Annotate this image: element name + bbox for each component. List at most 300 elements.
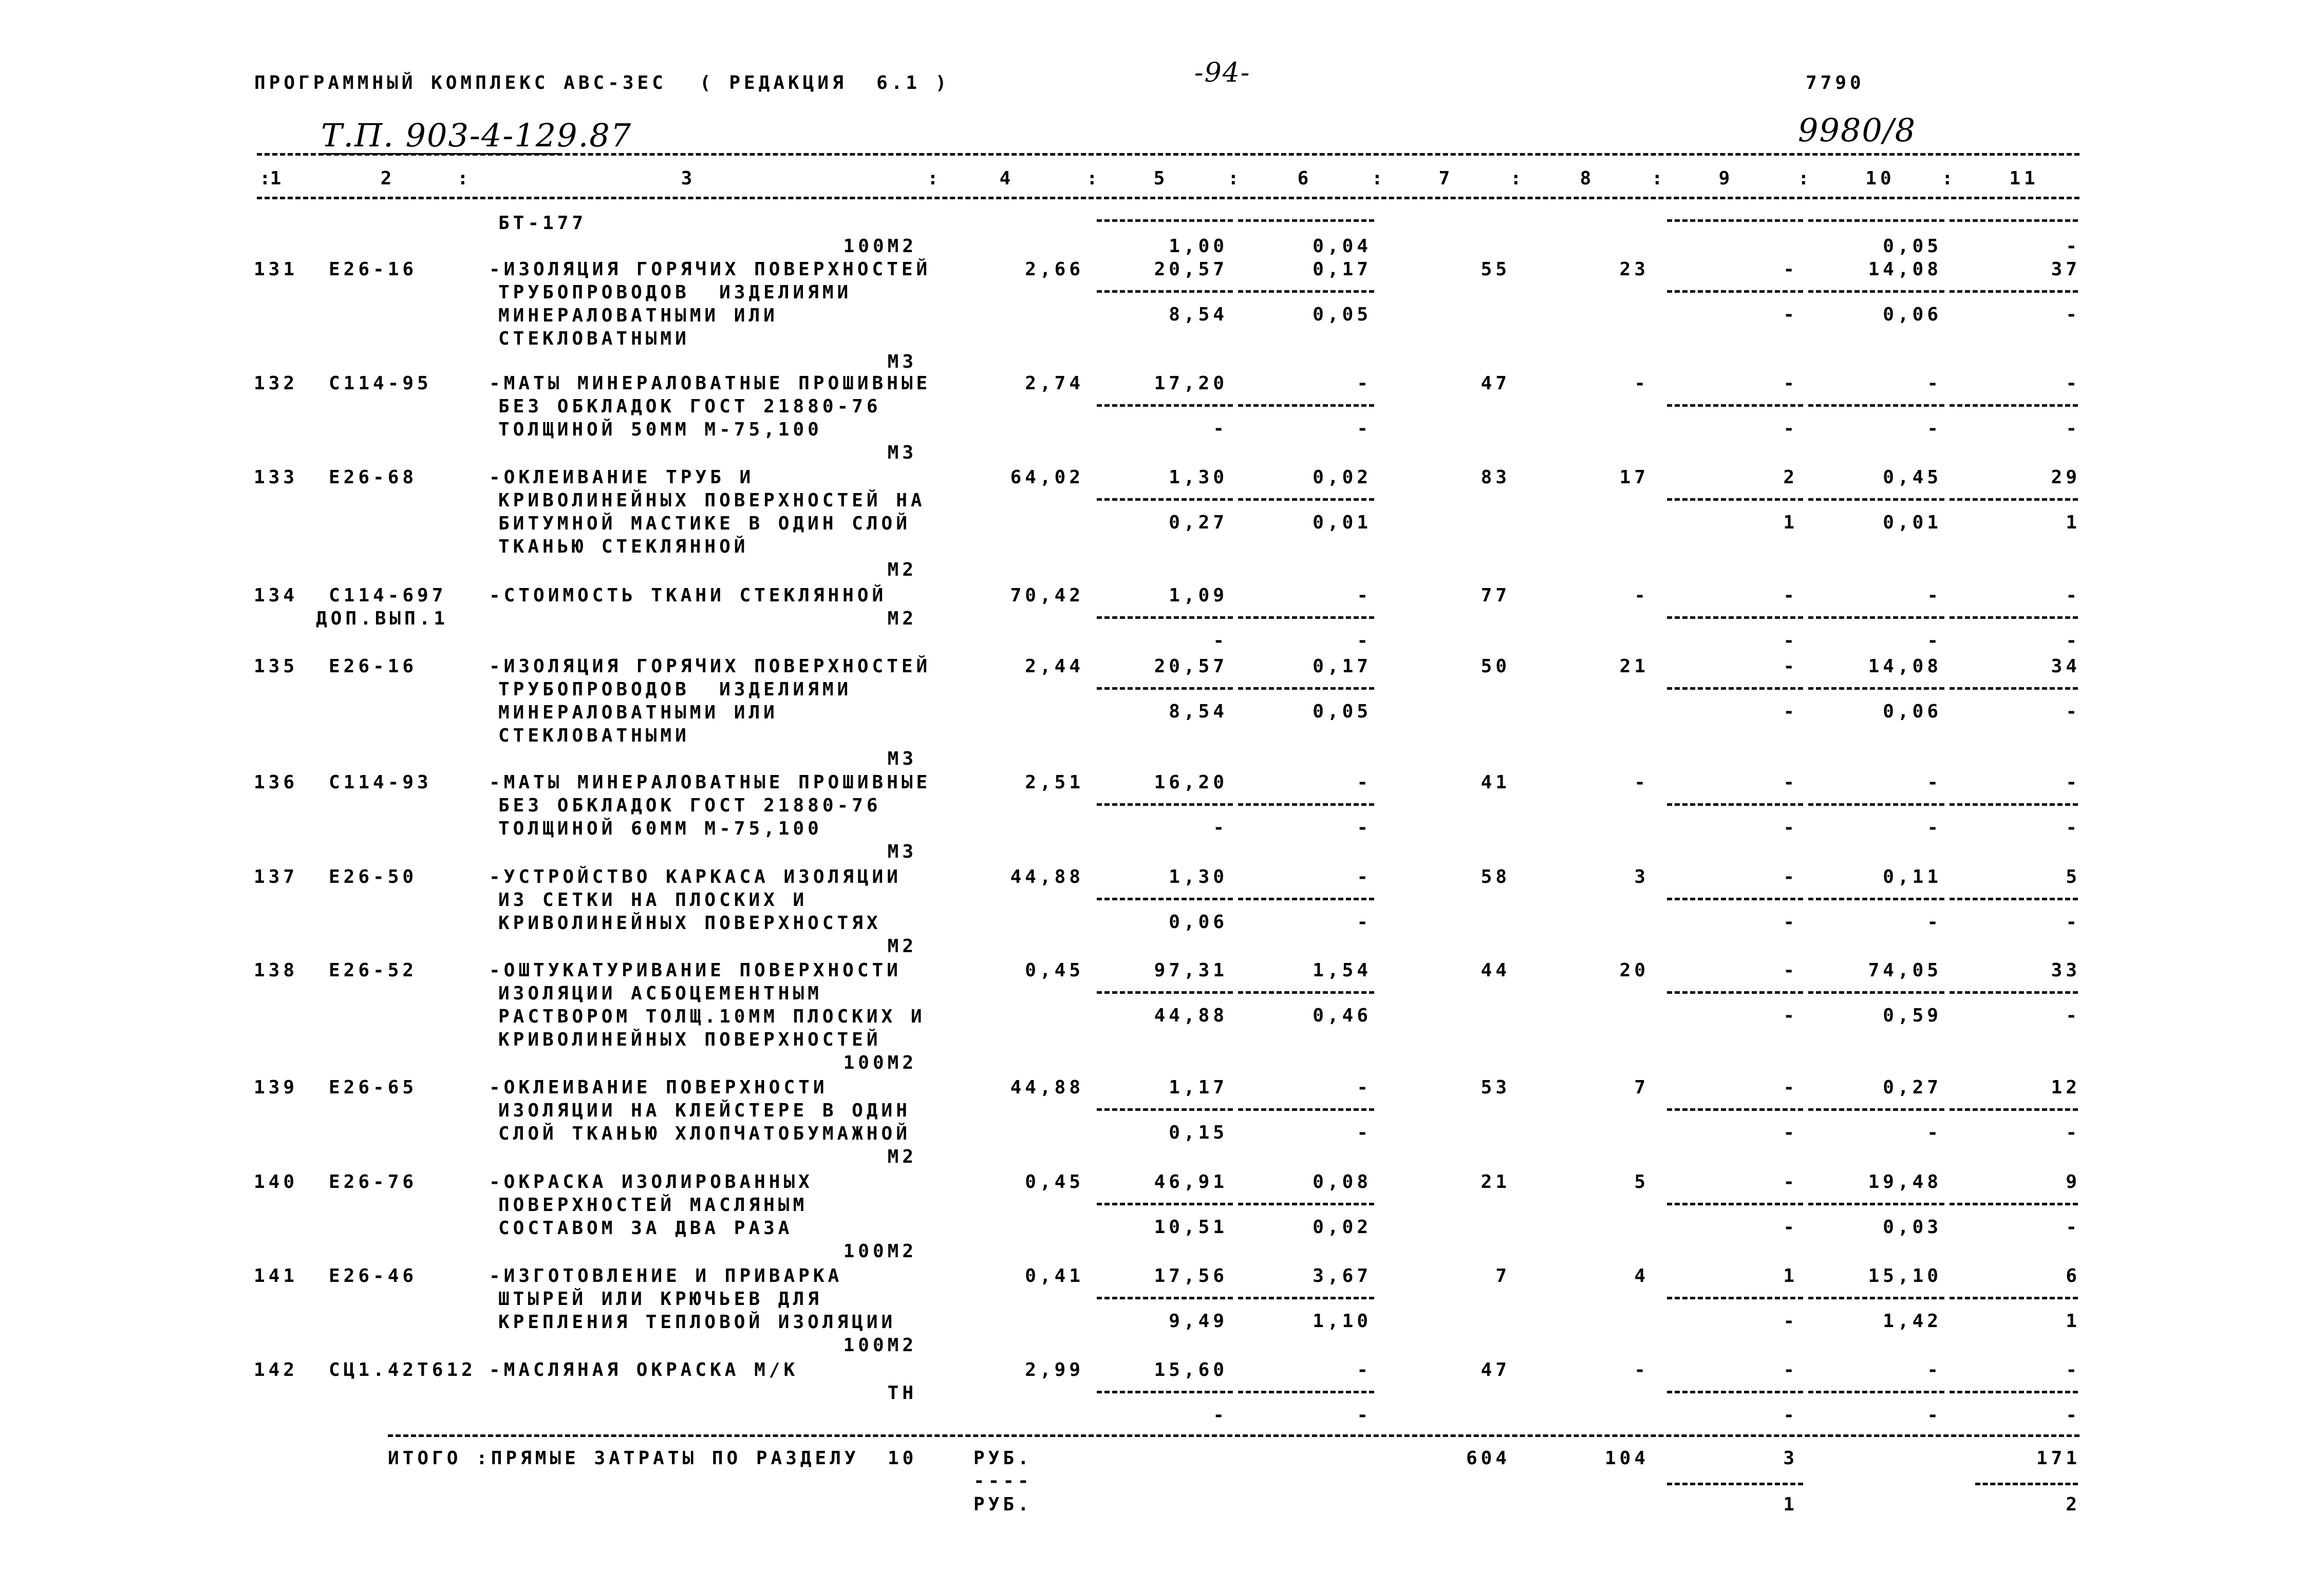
row-b6: -: [1357, 418, 1372, 439]
row-c5: 17,20: [1154, 373, 1228, 394]
row-unit: М2: [887, 1146, 917, 1167]
rule-c10: [1808, 1108, 1944, 1111]
project-number: Т.П. 903-4-129.87: [321, 117, 632, 154]
row-b11: -: [2066, 1005, 2081, 1026]
total-b11: 2: [2066, 1494, 2081, 1515]
row-c9: -: [1783, 259, 1798, 280]
inventory-number: 9980/8: [1798, 111, 1917, 149]
document-code: 7790: [1806, 72, 1865, 93]
column-header-sep-8: :: [1652, 168, 1666, 189]
total-rule-c11: [1975, 1483, 2078, 1485]
row-b11: -: [2066, 630, 2081, 651]
row-unit: 100М2: [843, 1052, 917, 1073]
row-unit: М3: [887, 841, 917, 862]
row-c7: 21: [1480, 1171, 1510, 1193]
row-c7: 83: [1480, 467, 1510, 488]
row-c4: 2,44: [1025, 656, 1084, 677]
row-code: Е26-65: [329, 1077, 418, 1098]
row-description-line: МИНЕРАЛОВАТНЫМИ ИЛИ: [498, 305, 778, 326]
row-c11: 34: [2051, 656, 2081, 677]
rule-c9: [1667, 991, 1803, 994]
row-c11: 12: [2051, 1077, 2081, 1098]
row-b11: -: [2066, 817, 2081, 838]
total-c8: 104: [1604, 1448, 1649, 1469]
row-c8: 5: [1634, 1171, 1649, 1193]
rule-c5: [1097, 1203, 1233, 1205]
column-header-sep-3: :: [927, 168, 942, 189]
rule-c9: [1667, 290, 1803, 293]
row-description-line: КРЕПЛЕНИЯ ТЕПЛОВОЙ ИЗОЛЯЦИИ: [498, 1312, 896, 1333]
row-b11: -: [2066, 418, 2081, 439]
table-row: [0, 373, 2324, 463]
row-c6: -: [1357, 1077, 1372, 1098]
row-unit: М2: [887, 608, 917, 629]
row-b6: -: [1357, 817, 1372, 838]
row-unit: 100М2: [843, 1335, 917, 1356]
rule-c11: [1950, 404, 2078, 407]
rule-c5: [1097, 404, 1233, 407]
pre-item-c10: 0,05: [1883, 236, 1942, 257]
rule-c11: [1950, 290, 2078, 293]
row-c7: 7: [1495, 1265, 1510, 1287]
row-c5: 17,56: [1154, 1265, 1228, 1287]
row-description-line: КРИВОЛИНЕЙНЫХ ПОВЕРХНОСТЕЙ: [498, 1029, 882, 1050]
total-label: ИТОГО :ПРЯМЫЕ ЗАТРАТЫ ПО РАЗДЕЛУ: [388, 1448, 859, 1469]
row-b11: -: [2066, 304, 2081, 325]
row-c4: 44,88: [1010, 866, 1084, 887]
rule-c10: [1808, 898, 1944, 900]
row-c5: 1,17: [1169, 1077, 1228, 1098]
row-c10: 0,27: [1883, 1077, 1942, 1098]
rule-c6: [1238, 991, 1374, 994]
row-c6: 0,02: [1313, 467, 1372, 488]
total-currency-dashes: ----: [973, 1470, 1033, 1491]
row-code: С114-93: [329, 772, 432, 793]
row-description-line: МИНЕРАЛОВАТНЫМИ ИЛИ: [498, 702, 778, 723]
row-c5: 97,31: [1154, 960, 1228, 981]
row-c10: 14,08: [1868, 259, 1942, 280]
pre-item-c6: 0,04: [1313, 236, 1372, 257]
total-currency-2: РУБ.: [973, 1494, 1033, 1515]
row-b6: 0,05: [1313, 304, 1372, 325]
row-c6: -: [1357, 866, 1372, 887]
row-b6: 0,46: [1313, 1005, 1372, 1026]
row-b6: -: [1357, 1122, 1372, 1143]
row-b6: -: [1357, 912, 1372, 933]
row-c6: -: [1357, 585, 1372, 606]
row-b9: -: [1783, 304, 1798, 325]
row-c8: 17: [1619, 467, 1649, 488]
rule-c10: [1808, 991, 1944, 994]
row-number: 137: [253, 866, 298, 887]
row-c9: 2: [1783, 467, 1798, 488]
total-currency: РУБ.: [973, 1448, 1033, 1469]
row-description-line: КРИВОЛИНЕЙНЫХ ПОВЕРХНОСТЯХ: [498, 913, 882, 934]
row-c9: -: [1783, 585, 1798, 606]
row-code: Е26-16: [329, 259, 418, 280]
row-description-line: -ОКРАСКА ИЗОЛИРОВАННЫХ: [489, 1171, 813, 1193]
row-c10: 0,45: [1883, 467, 1942, 488]
row-c4: 0,41: [1025, 1265, 1084, 1287]
rule-c10: [1808, 1203, 1944, 1205]
row-b10: 0,03: [1883, 1217, 1942, 1238]
row-b10: 0,59: [1883, 1005, 1942, 1026]
row-code: С114-95: [329, 373, 432, 394]
rule-c10: [1808, 803, 1944, 806]
table-row: [0, 772, 2324, 862]
row-description-line: -УСТРОЙСТВО КАРКАСА ИЗОЛЯЦИИ: [489, 866, 902, 887]
total-c9: 3: [1783, 1448, 1798, 1469]
rule-c6: [1238, 1108, 1374, 1111]
column-header-6: 6: [1297, 168, 1313, 189]
row-c10: 19,48: [1868, 1171, 1942, 1193]
row-c6: 0,08: [1313, 1171, 1372, 1193]
row-b5: -: [1213, 418, 1228, 439]
row-b6: 0,05: [1313, 701, 1372, 722]
column-header-4: 4: [999, 168, 1015, 189]
row-b5: 44,88: [1154, 1005, 1228, 1026]
row-description-line: -СТОИМОСТЬ ТКАНИ СТЕКЛЯННОЙ: [489, 585, 887, 606]
row-description-line: СТЕКЛОВАТНЫМИ: [498, 725, 690, 746]
total-section: 10: [888, 1448, 917, 1469]
rule-c9: [1667, 219, 1803, 222]
row-c11: -: [2066, 585, 2081, 606]
row-c6: 3,67: [1313, 1265, 1372, 1287]
row-c8: 23: [1619, 259, 1649, 280]
row-b11: -: [2066, 1405, 2081, 1426]
rule-c9: [1667, 404, 1803, 407]
row-c10: -: [1927, 585, 1942, 606]
row-b11: -: [2066, 1122, 2081, 1143]
row-c10: 74,05: [1868, 960, 1942, 981]
row-c8: -: [1634, 585, 1649, 606]
row-b5: 0,06: [1169, 912, 1228, 933]
program-name: ПРОГРАММНЫЙ КОМПЛЕКС АВС-ЗЕС: [254, 72, 667, 93]
row-c8: -: [1634, 772, 1649, 793]
row-c11: 33: [2051, 960, 2081, 981]
row-number: 132: [253, 373, 298, 394]
row-b5: 10,51: [1154, 1217, 1228, 1238]
row-c9: -: [1783, 1077, 1798, 1098]
rule-c6: [1238, 1391, 1374, 1393]
row-description-line: ИЗ СЕТКИ НА ПЛОСКИХ И: [498, 890, 808, 911]
row-c10: -: [1927, 373, 1942, 394]
row-number: 140: [253, 1171, 298, 1193]
row-number: 135: [253, 656, 298, 677]
row-c8: 21: [1619, 656, 1649, 677]
rule-c11: [1950, 687, 2078, 690]
row-c10: 0,11: [1883, 866, 1942, 887]
row-c7: 47: [1480, 1359, 1510, 1380]
rule-c5: [1097, 898, 1233, 900]
column-header-sep-2: :: [457, 168, 472, 189]
row-description-line: -МАТЫ МИНЕРАЛОВАТНЫЕ ПРОШИВНЫЕ: [489, 772, 931, 793]
row-b6: 1,10: [1313, 1311, 1372, 1332]
column-header-10: 10: [1865, 168, 1895, 189]
total-c11: 171: [2036, 1448, 2081, 1469]
row-code: Е26-46: [329, 1265, 418, 1287]
table-row: [0, 1077, 2324, 1167]
row-number: 131: [253, 259, 298, 280]
row-c9: 1: [1783, 1265, 1798, 1287]
row-description-line: -МАСЛЯНАЯ ОКРАСКА М/К: [489, 1359, 799, 1380]
rule-c11: [1950, 991, 2078, 994]
row-description-line: ТРУБОПРОВОДОВ ИЗДЕЛИЯМИ: [498, 679, 852, 700]
row-code: СЦ1.42Т612: [329, 1359, 476, 1380]
row-b9: -: [1783, 912, 1798, 933]
column-header-sep-10: :: [1942, 168, 1957, 189]
row-b11: 1: [2066, 512, 2081, 533]
rule-c9: [1667, 1297, 1803, 1299]
row-b9: -: [1783, 701, 1798, 722]
row-c9: -: [1783, 656, 1798, 677]
page-number: -94-: [1194, 58, 1251, 88]
rule-c5: [1097, 219, 1233, 222]
row-description-line: ПОВЕРХНОСТЕЙ МАСЛЯНЫМ: [498, 1195, 808, 1216]
row-description-line: БЕЗ ОБКЛАДОК ГОСТ 21880-76: [498, 795, 882, 816]
row-c7: 47: [1480, 373, 1510, 394]
program-edition: ( РЕДАКЦИЯ 6.1 ): [700, 72, 950, 93]
row-code: Е26-68: [329, 467, 418, 488]
row-c4: 2,99: [1025, 1359, 1084, 1380]
row-b9: -: [1783, 630, 1798, 651]
row-b10: -: [1927, 912, 1942, 933]
table-row: [0, 656, 2324, 769]
row-c8: 4: [1634, 1265, 1649, 1287]
rule-c6: [1238, 616, 1374, 619]
row-b10: 1,42: [1883, 1311, 1942, 1332]
row-c5: 46,91: [1154, 1171, 1228, 1193]
row-c10: 14,08: [1868, 656, 1942, 677]
pre-item-block: [0, 213, 2324, 257]
row-c8: -: [1634, 1359, 1649, 1380]
rule-c11: [1950, 616, 2078, 619]
row-description-line: -МАТЫ МИНЕРАЛОВАТНЫЕ ПРОШИВНЫЕ: [489, 373, 931, 394]
row-c4: 64,02: [1010, 467, 1084, 488]
row-c4: 2,66: [1025, 259, 1084, 280]
rule-c9: [1667, 1108, 1803, 1111]
row-c11: -: [2066, 373, 2081, 394]
row-description-line: ТРУБОПРОВОДОВ ИЗДЕЛИЯМИ: [498, 282, 852, 303]
row-description-line: ИЗОЛЯЦИИ НА КЛЕЙСТЕРЕ В ОДИН: [498, 1100, 911, 1121]
row-b9: -: [1783, 817, 1798, 838]
pre-item-name: БТ-177: [498, 213, 587, 234]
row-number: 138: [253, 960, 298, 981]
rule-c5: [1097, 803, 1233, 806]
row-c6: -: [1357, 373, 1372, 394]
rule-c6: [1238, 1203, 1374, 1205]
table-row: [0, 585, 2324, 651]
rule-c9: [1667, 1203, 1803, 1205]
row-b5: -: [1213, 817, 1228, 838]
rule-c9: [1667, 803, 1803, 806]
rule-c9: [1667, 498, 1803, 501]
row-number: 139: [253, 1077, 298, 1098]
rule-c5: [1097, 1297, 1233, 1299]
row-c6: 1,54: [1313, 960, 1372, 981]
rule-c6: [1238, 803, 1374, 806]
rule-c11: [1950, 1108, 2078, 1111]
pre-item-c5: 1,00: [1169, 236, 1228, 257]
row-c10: 15,10: [1868, 1265, 1942, 1287]
rule-c9: [1667, 616, 1803, 619]
row-c11: 29: [2051, 467, 2081, 488]
column-header-3: 3: [681, 168, 696, 189]
rule-c6: [1238, 898, 1374, 900]
row-code: Е26-16: [329, 656, 418, 677]
header-rule-bottom: [257, 197, 2079, 199]
row-description-line: КРИВОЛИНЕЙНЫХ ПОВЕРХНОСТЕЙ НА: [498, 490, 926, 511]
row-c5: 16,20: [1154, 772, 1228, 793]
row-description-line: ИЗОЛЯЦИИ АСБОЦЕМЕНТНЫМ: [498, 983, 822, 1004]
row-b9: -: [1783, 1217, 1798, 1238]
row-description-line: -ИЗОЛЯЦИЯ ГОРЯЧИХ ПОВЕРХНОСТЕЙ: [489, 259, 931, 280]
column-header-sep-9: :: [1798, 168, 1813, 189]
row-c7: 53: [1480, 1077, 1510, 1098]
rule-c11: [1950, 898, 2078, 900]
rule-c10: [1808, 1297, 1944, 1299]
row-b10: -: [1927, 817, 1942, 838]
row-code: Е26-50: [329, 866, 418, 887]
row-c5: 1,09: [1169, 585, 1228, 606]
row-b10: -: [1927, 630, 1942, 651]
rule-c10: [1808, 219, 1944, 222]
row-c7: 58: [1480, 866, 1510, 887]
row-b10: 0,06: [1883, 304, 1942, 325]
row-code-suffix: ДОП.ВЫП.1: [316, 608, 449, 629]
row-c5: 1,30: [1169, 866, 1228, 887]
rule-c10: [1808, 616, 1944, 619]
row-b10: 0,01: [1883, 512, 1942, 533]
row-c11: -: [2066, 772, 2081, 793]
row-b5: 9,49: [1169, 1311, 1228, 1332]
column-header-5: 5: [1153, 168, 1169, 189]
row-c9: -: [1783, 960, 1798, 981]
row-c9: -: [1783, 772, 1798, 793]
row-b10: -: [1927, 1122, 1942, 1143]
table-row: [0, 259, 2324, 372]
row-description-line: -ОШТУКАТУРИВАНИЕ ПОВЕРХНОСТИ: [489, 960, 902, 981]
row-c4: 44,88: [1010, 1077, 1084, 1098]
row-c11: 37: [2051, 259, 2081, 280]
total-c7: 604: [1466, 1448, 1510, 1469]
row-c7: 77: [1480, 585, 1510, 606]
row-b11: 1: [2066, 1311, 2081, 1332]
row-c4: 2,74: [1025, 373, 1084, 394]
row-c11: 5: [2066, 866, 2081, 887]
rule-c9: [1667, 1391, 1803, 1393]
row-description-line: -ИЗГОТОВЛЕНИЕ И ПРИВАРКА: [489, 1265, 843, 1287]
row-b5: -: [1213, 1405, 1228, 1426]
row-number: 134: [253, 585, 298, 606]
rule-c6: [1238, 687, 1374, 690]
row-unit: М3: [887, 442, 917, 463]
rule-c10: [1808, 290, 1944, 293]
column-header-8: 8: [1580, 168, 1595, 189]
row-b6: -: [1357, 630, 1372, 651]
rule-c9: [1667, 687, 1803, 690]
row-unit: М3: [887, 351, 917, 372]
row-c9: -: [1783, 1359, 1798, 1380]
column-header-1: 1: [270, 168, 285, 189]
row-b6: 0,01: [1313, 512, 1372, 533]
row-c7: 50: [1480, 656, 1510, 677]
row-b11: -: [2066, 912, 2081, 933]
row-b5: 8,54: [1169, 701, 1228, 722]
row-number: 141: [253, 1265, 298, 1287]
row-c10: -: [1927, 1359, 1942, 1380]
rule-c6: [1238, 219, 1374, 222]
row-unit: М2: [887, 559, 917, 580]
column-header-sep-5: :: [1228, 168, 1243, 189]
total-b9: 1: [1783, 1494, 1798, 1515]
row-c9: -: [1783, 1171, 1798, 1193]
pre-item-c11: -: [2066, 236, 2081, 257]
rule-c11: [1950, 1391, 2078, 1393]
row-b6: 0,02: [1313, 1217, 1372, 1238]
column-header-7: 7: [1438, 168, 1454, 189]
rule-c5: [1097, 290, 1233, 293]
rule-c11: [1950, 1297, 2078, 1299]
header-rule-top: [257, 153, 2079, 156]
row-unit: М2: [887, 936, 917, 957]
row-c6: -: [1357, 772, 1372, 793]
row-c7: 41: [1480, 772, 1510, 793]
row-description-line: СОСТАВОМ ЗА ДВА РАЗА: [498, 1218, 793, 1239]
rule-c5: [1097, 1108, 1233, 1111]
rule-c5: [1097, 1391, 1233, 1393]
row-c8: 20: [1619, 960, 1649, 981]
row-b5: -: [1213, 630, 1228, 651]
column-header-sep-7: :: [1510, 168, 1525, 189]
rule-c11: [1950, 803, 2078, 806]
column-header-sep-6: :: [1372, 168, 1386, 189]
row-description-line: РАСТВОРОМ ТОЛЩ.10ММ ПЛОСКИХ И: [498, 1006, 926, 1027]
row-b10: -: [1927, 418, 1942, 439]
rule-c6: [1238, 498, 1374, 501]
row-c6: 0,17: [1313, 259, 1372, 280]
row-description-line: БИТУМНОЙ МАСТИКЕ В ОДИН СЛОЙ: [498, 513, 911, 534]
row-unit: М3: [887, 748, 917, 769]
row-unit: ТН: [887, 1383, 917, 1404]
row-number: 142: [253, 1359, 298, 1380]
row-b9: 1: [1783, 512, 1798, 533]
column-header-sep-1: :: [259, 168, 274, 189]
total-rule: [388, 1434, 2079, 1437]
rule-c11: [1950, 219, 2078, 222]
row-description-line: ШТЫРЕЙ ИЛИ КРЮЧЬЕВ ДЛЯ: [498, 1289, 822, 1310]
row-description-line: СТЕКЛОВАТНЫМИ: [498, 328, 690, 349]
row-b9: -: [1783, 418, 1798, 439]
row-b5: 0,15: [1169, 1122, 1228, 1143]
row-description-line: -ОКЛЕИВАНИЕ ТРУБ И: [489, 467, 755, 488]
row-b6: -: [1357, 1405, 1372, 1426]
row-c8: -: [1634, 373, 1649, 394]
rule-c6: [1238, 404, 1374, 407]
rule-c6: [1238, 1297, 1374, 1299]
row-c4: 70,42: [1010, 585, 1084, 606]
pre-item-unit: 100М2: [843, 236, 917, 257]
row-b10: -: [1927, 1405, 1942, 1426]
rule-c11: [1950, 1203, 2078, 1205]
rule-c5: [1097, 991, 1233, 994]
row-c8: 7: [1634, 1077, 1649, 1098]
row-description-line: -ОКЛЕИВАНИЕ ПОВЕРХНОСТИ: [489, 1077, 828, 1098]
rule-c5: [1097, 616, 1233, 619]
rule-c10: [1808, 498, 1944, 501]
row-c8: 3: [1634, 866, 1649, 887]
row-number: 133: [253, 467, 298, 488]
